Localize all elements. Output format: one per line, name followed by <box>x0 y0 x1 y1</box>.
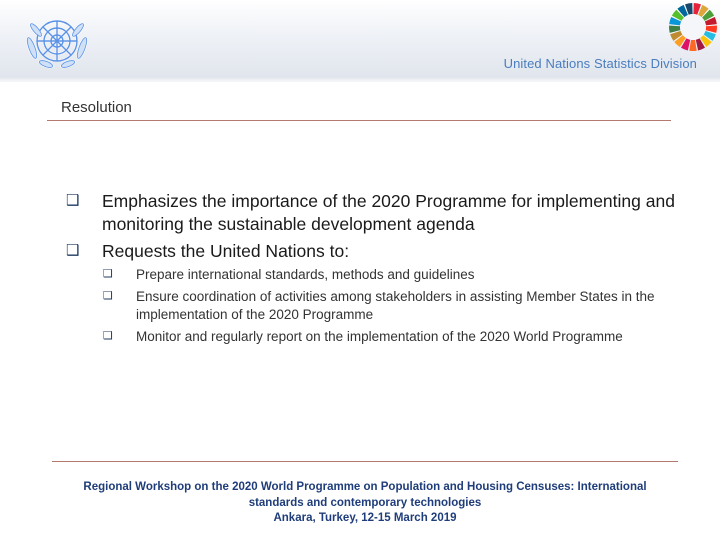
sub-bullet-text: Ensure coordination of activities among stakeholders in assisting Member States in the implementation of the 2020 Programme <box>136 289 655 322</box>
sub-bullet-text: Monitor and regularly report on the implementation of the 2020 World Programme <box>136 329 623 344</box>
footer-line: standards and contemporary technologies <box>248 496 482 509</box>
division-name: United Nations Statistics Division <box>503 56 697 71</box>
bullet-text: Emphasizes the importance of the 2020 Programme for implementing and monitoring the sustainable development agenda <box>102 191 675 234</box>
checkbox-bullet-icon: ❑ <box>103 330 113 342</box>
sdg-wheel-logo <box>668 2 718 52</box>
slide-title: Resolution <box>61 99 132 116</box>
footer-line: Ankara, Turkey, 12-15 March 2019 <box>273 512 457 524</box>
un-emblem-logo <box>19 8 95 74</box>
checkbox-bullet-icon: ❑ <box>103 268 113 280</box>
title-divider <box>47 120 671 121</box>
checkbox-bullet-icon: ❑ <box>103 290 113 302</box>
checkbox-bullet-icon: ❑ <box>66 192 80 209</box>
sdg-wheel-segment <box>689 40 696 51</box>
footer-line: Regional Workshop on the 2020 World Programme on Population and Housing Censuses: International <box>83 481 647 493</box>
sub-bullet-text: Prepare international standards, methods and guidelines <box>136 267 475 282</box>
bullet-text: Requests the United Nations to: <box>102 241 350 261</box>
checkbox-bullet-icon: ❑ <box>66 242 80 259</box>
footer <box>60 480 670 527</box>
footer-divider <box>52 461 678 462</box>
